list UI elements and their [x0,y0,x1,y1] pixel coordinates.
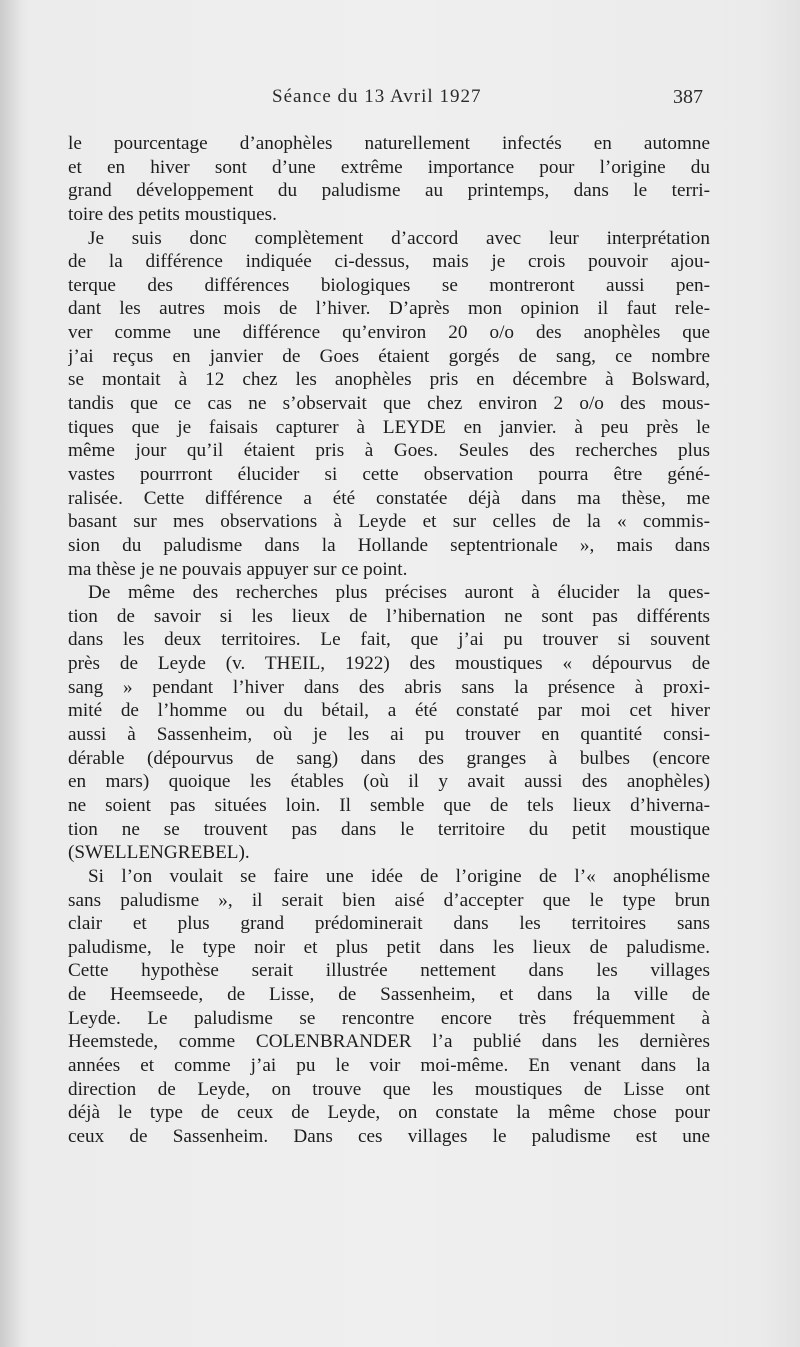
binding-shadow [0,0,22,1347]
text-line: le pourcentage d’anophèles naturellement infectés en automne [68,133,710,154]
text-line: tiques que je faisais capturer à LEYDE en janvier. à peu près le [68,416,710,438]
text-line: tion de savoir si les lieux de l’hibernation ne sont pas différents [68,605,710,627]
text-line: tion ne se trouvent pas dans le territoire du petit moustique [68,818,710,840]
text-line: basant sur mes observations à Leyde et sur celles de la « commis- [68,511,710,533]
text-line: tandis que ce cas ne s’observait que chez environ 2 o/o des mous- [68,393,710,415]
text-line: mité de l’homme ou du bétail, a été constaté par moi cet hiver [68,700,710,722]
text-line: ceux de Sassenheim. Dans ces villages le paludisme est une [68,1125,710,1147]
text-line: sang » pendant l’hiver dans des abris sans la présence à proxi- [68,676,710,698]
text-line: Heemstede, comme COLENBRANDER l’a publié dans les dernières [68,1031,710,1053]
page-number: 387 [673,86,703,108]
text-line: Si l’on voulait se faire une idée de l’origine de l’« anophélisme [88,865,710,887]
text-line: Leyde. Le paludisme se rencontre encore très fréquemment à [68,1007,710,1029]
running-header [0,86,800,116]
text-line: de la différence indiquée ci-dessus, mais je crois pouvoir ajou- [68,251,710,273]
running-title: Séance du 13 Avril 1927 [272,86,482,107]
text-line: sans paludisme », il serait bien aisé d’accepter que le type brun [68,889,710,911]
text-line: dant les autres mois de l’hiver. D’après mon opinion il faut rele- [68,298,710,320]
text-line: De même des recherches plus précises auront à élucider la ques- [88,582,710,604]
text-line: direction de Leyde, on trouve que les moustiques de Lisse ont [68,1078,710,1100]
text-line: (SWELLENGREBEL). [68,842,250,864]
text-line: de Heemseede, de Lisse, de Sassenheim, et dans la ville de [68,984,710,1006]
text-line: en mars) quoique les étables (où il y avait aussi des anophèles) [68,771,710,793]
text-line: terque des différences biologiques se montreront aussi pen- [68,274,710,296]
text-line: paludisme, le type noir et plus petit dans les lieux de paludisme. [68,936,710,958]
text-line: grand développement du paludisme au printemps, dans le terri- [68,180,710,202]
text-line: et en hiver sont d’une extrême importance pour l’origine du [68,156,710,178]
text-line: Cette hypothèse serait illustrée nettement dans les villages [68,960,710,982]
text-line: ver comme une différence qu’environ 20 o/o des anophèles que [68,322,710,344]
body-text [68,132,710,1149]
text-line: ma thèse je ne pouvais appuyer sur ce point. [68,558,408,580]
text-line: dérable (dépourvus de sang) dans des granges à bulbes (encore [68,747,710,769]
text-line: dans les deux territoires. Le fait, que j’ai pu trouver si souvent [68,629,710,651]
text-line: ne soient pas situées loin. Il semble que de tels lieux d’hiverna- [68,794,710,816]
text-line: j’ai reçus en janvier de Goes étaient gorgés de sang, ce nombre [68,345,710,367]
text-line: années et comme j’ai pu le voir moi-même. En venant dans la [68,1054,710,1076]
text-line: ralisée. Cette différence a été constatée déjà dans ma thèse, me [68,487,710,509]
text-line: aussi à Sassenheim, où je les ai pu trouver en quantité consi- [68,724,710,746]
text-line: vastes pourrront élucider si cette observation pourra être géné- [68,463,710,485]
text-line: clair et plus grand prédominerait dans les territoires sans [68,913,710,935]
text-line: toire des petits moustiques. [68,203,277,225]
text-line: se montait à 12 chez les anophèles pris en décembre à Bolsward, [68,369,710,391]
text-line: près de Leyde (v. THEIL, 1922) des moustiques « dépourvus de [68,653,710,675]
text-line: Je suis donc complètement d’accord avec leur interprétation [88,227,710,249]
text-line: sion du paludisme dans la Hollande septentrionale », mais dans [68,534,710,556]
text-line: déjà le type de ceux de Leyde, on constate la même chose pour [68,1102,710,1124]
text-line: même jour qu’il étaient pris à Goes. Seules des recherches plus [68,440,710,462]
